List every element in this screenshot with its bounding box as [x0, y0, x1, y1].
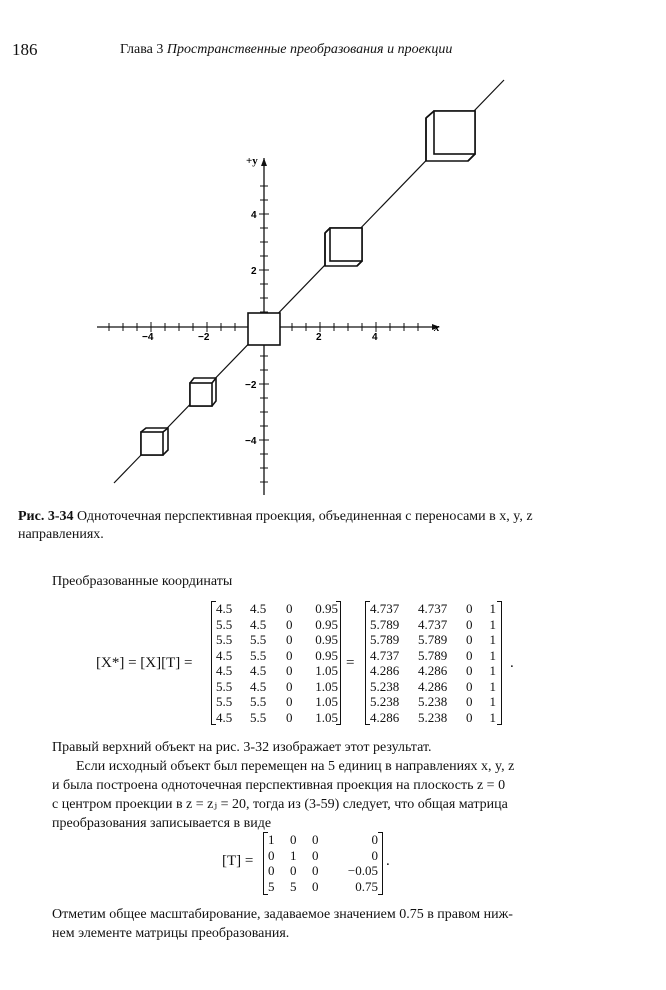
matrix-cell: 0	[268, 863, 275, 878]
matrix-cell: 0	[286, 647, 293, 663]
matrix-cell: 0	[466, 694, 473, 709]
matrix-cell: 0	[290, 832, 297, 847]
matrix-cell: 0.95	[315, 647, 338, 663]
matrix-cell: 4.5	[216, 709, 233, 725]
matrix-cell: 4.286	[370, 709, 400, 725]
matrix-cell: 0	[466, 601, 473, 616]
matrix-cell: 0	[466, 678, 473, 694]
matrix-row	[370, 617, 496, 633]
page-number: 186	[12, 40, 38, 59]
matrix-cell: 1	[489, 601, 496, 616]
paragraph-2-line: и была построена одноточечная перспективная проекция на плоскость z = 0	[52, 778, 506, 793]
matrix-cell: 0.95	[315, 601, 338, 616]
matrix-cell: 1	[290, 847, 297, 863]
matrix-cell: 1	[489, 647, 496, 663]
matrix-cell: 0	[268, 847, 275, 863]
x-tick-label: 2	[316, 332, 322, 343]
x-tick-label: −4	[142, 332, 154, 343]
cube-upper-1	[325, 228, 362, 266]
matrix-row	[370, 679, 496, 695]
matrix-cell: 1	[489, 616, 496, 632]
matrix-cell: 0	[312, 832, 319, 847]
matrix-row	[216, 601, 338, 617]
matrix-cell: 4.5	[216, 663, 233, 678]
y-tick-label: 4	[251, 210, 257, 221]
matrix-row	[370, 632, 496, 648]
matrix-cell: 0.75	[355, 878, 378, 894]
matrix-cell: 1.05	[315, 709, 338, 725]
x-tick-label: 4	[372, 332, 378, 343]
figure-caption	[18, 508, 608, 544]
matrix-row	[370, 694, 496, 710]
matrix-cell: 1	[268, 832, 275, 847]
matrix-cell: 5.789	[370, 616, 400, 632]
matrix-cell: 4.737	[418, 601, 448, 616]
matrix-cell: 4.286	[418, 663, 448, 678]
matrix-cell: 5	[268, 878, 275, 894]
bracket-right	[497, 601, 502, 725]
matrix-cell: 0.95	[315, 632, 338, 647]
intro-text: Преобразованные координаты	[52, 574, 233, 589]
matrix-cell: 1	[489, 709, 496, 725]
equation1-lhs: [X*] = [X][T] =	[96, 655, 193, 671]
matrix-row	[216, 617, 338, 633]
paragraph-3-line: Отметим общее масштабирование, задаваемое значением 0.75 в правом ниж-	[52, 907, 513, 922]
matrix-x	[216, 601, 338, 725]
matrix-cell: 4.5	[250, 678, 267, 694]
y-axis-label: +y	[246, 155, 258, 167]
matrix-cell: 0	[286, 694, 293, 709]
matrix-cell: 0	[290, 863, 297, 878]
cube-origin	[248, 313, 280, 345]
matrix-cell: 4.5	[250, 663, 267, 678]
matrix-cell: 0	[286, 709, 293, 725]
matrix-cell: 5	[290, 878, 297, 894]
matrix-cell: 4.737	[370, 647, 400, 663]
matrix-cell: 4.737	[418, 616, 448, 632]
matrix-cell: −0.05	[347, 863, 378, 878]
paragraph-3-line: нем элементе матрицы преобразования.	[52, 926, 290, 941]
matrix-cell: 4.737	[370, 601, 400, 616]
matrix-cell: 0	[286, 632, 293, 647]
cube-lower-1	[190, 378, 216, 406]
matrix-x-star	[370, 601, 496, 725]
equation1-end: .	[510, 655, 514, 671]
equation2-lhs: [T] =	[222, 853, 254, 869]
matrix-cell: 4.5	[250, 601, 267, 616]
matrix-row	[370, 601, 496, 617]
x-axis-label: x	[434, 322, 440, 334]
matrix-row	[268, 832, 378, 848]
matrix-row	[216, 632, 338, 648]
matrix-cell: 5.789	[418, 632, 448, 647]
matrix-row	[216, 694, 338, 710]
matrix-cell: 0	[286, 616, 293, 632]
matrix-row	[370, 710, 496, 726]
matrix-cell: 5.789	[418, 647, 448, 663]
matrix-cell: 0	[371, 832, 378, 847]
matrix-cell: 4.5	[216, 601, 233, 616]
matrix-row	[370, 648, 496, 664]
matrix-cell: 5.238	[370, 694, 400, 709]
matrix-cell: 5.5	[250, 694, 267, 709]
matrix-cell: 0	[286, 601, 293, 616]
matrix-cell: 0	[466, 632, 473, 647]
matrix-cell: 1	[489, 694, 496, 709]
matrix-cell: 5.5	[216, 678, 233, 694]
bracket-right	[336, 601, 341, 725]
paragraph-1: Правый верхний объект на рис. 3-32 изображает этот результат.	[52, 740, 432, 755]
matrix-cell: 5.5	[216, 616, 233, 632]
matrix-cell: 0	[466, 616, 473, 632]
matrix-cell: 0	[312, 847, 319, 863]
matrix-cell: 4.5	[250, 616, 267, 632]
paragraph-2-line: с центром проекции в z = zⱼ = 20, тогда из (3-59) следует, что общая матрица	[52, 797, 508, 812]
paragraph-2-line: Если исходный объект был перемещен на 5 единиц в направлениях x, y, z	[76, 759, 515, 774]
matrix-row	[268, 879, 378, 895]
matrix-cell: 1	[489, 678, 496, 694]
equation2-end: .	[386, 853, 390, 869]
matrix-cell: 5.5	[250, 647, 267, 663]
matrix-t	[268, 832, 378, 894]
matrix-row	[216, 679, 338, 695]
matrix-cell: 0	[371, 847, 378, 863]
caption-label: Рис. 3-34	[18, 509, 74, 524]
matrix-cell: 5.789	[370, 632, 400, 647]
y-tick-label: −2	[245, 380, 257, 391]
paragraph-3	[52, 905, 612, 943]
matrix-cell: 4.286	[370, 663, 400, 678]
matrix-cell: 0	[286, 678, 293, 694]
matrix-cell: 0	[466, 709, 473, 725]
matrix-cell: 5.5	[216, 694, 233, 709]
matrix-row	[370, 663, 496, 679]
bracket-right	[378, 832, 383, 895]
cube-lower-2	[141, 428, 168, 455]
matrix-cell: 0.95	[315, 616, 338, 632]
equation1-equals: =	[346, 655, 355, 671]
matrix-cell: 1.05	[315, 663, 338, 678]
paragraph-2-line: преобразования записывается в виде	[52, 816, 272, 831]
matrix-cell: 1.05	[315, 678, 338, 694]
paragraph-2	[52, 757, 612, 833]
matrix-cell: 0	[466, 663, 473, 678]
matrix-cell: 5.5	[216, 632, 233, 647]
matrix-cell: 0	[312, 878, 319, 894]
matrix-cell: 0	[312, 863, 319, 878]
x-tick-label: −2	[198, 332, 210, 343]
matrix-cell: 5.238	[418, 709, 448, 725]
matrix-cell: 0	[286, 663, 293, 678]
caption-text: Одноточечная перспективная проекция, объединенная с переносами в x, y, z направлениях.	[18, 509, 533, 542]
matrix-cell: 4.5	[216, 647, 233, 663]
matrix-row	[216, 710, 338, 726]
matrix-row	[268, 863, 378, 879]
matrix-cell: 1	[489, 632, 496, 647]
y-tick-label: 2	[251, 266, 257, 277]
matrix-cell: 0	[466, 647, 473, 663]
matrix-cell: 5.238	[418, 694, 448, 709]
y-axis-arrow	[261, 158, 267, 166]
matrix-cell: 4.286	[418, 678, 448, 694]
cube-upper-2	[426, 111, 475, 161]
chapter-title: Пространственные преобразования и проекции	[166, 42, 453, 57]
matrix-cell: 5.5	[250, 709, 267, 725]
matrix-row	[268, 848, 378, 864]
matrix-row	[216, 663, 338, 679]
chapter-label: Глава 3	[120, 42, 164, 57]
matrix-cell: 1.05	[315, 694, 338, 709]
matrix-cell: 1	[489, 663, 496, 678]
matrix-row	[216, 648, 338, 664]
matrix-cell: 5.238	[370, 678, 400, 694]
matrix-cell: 5.5	[250, 632, 267, 647]
y-tick-label: −4	[245, 436, 257, 447]
